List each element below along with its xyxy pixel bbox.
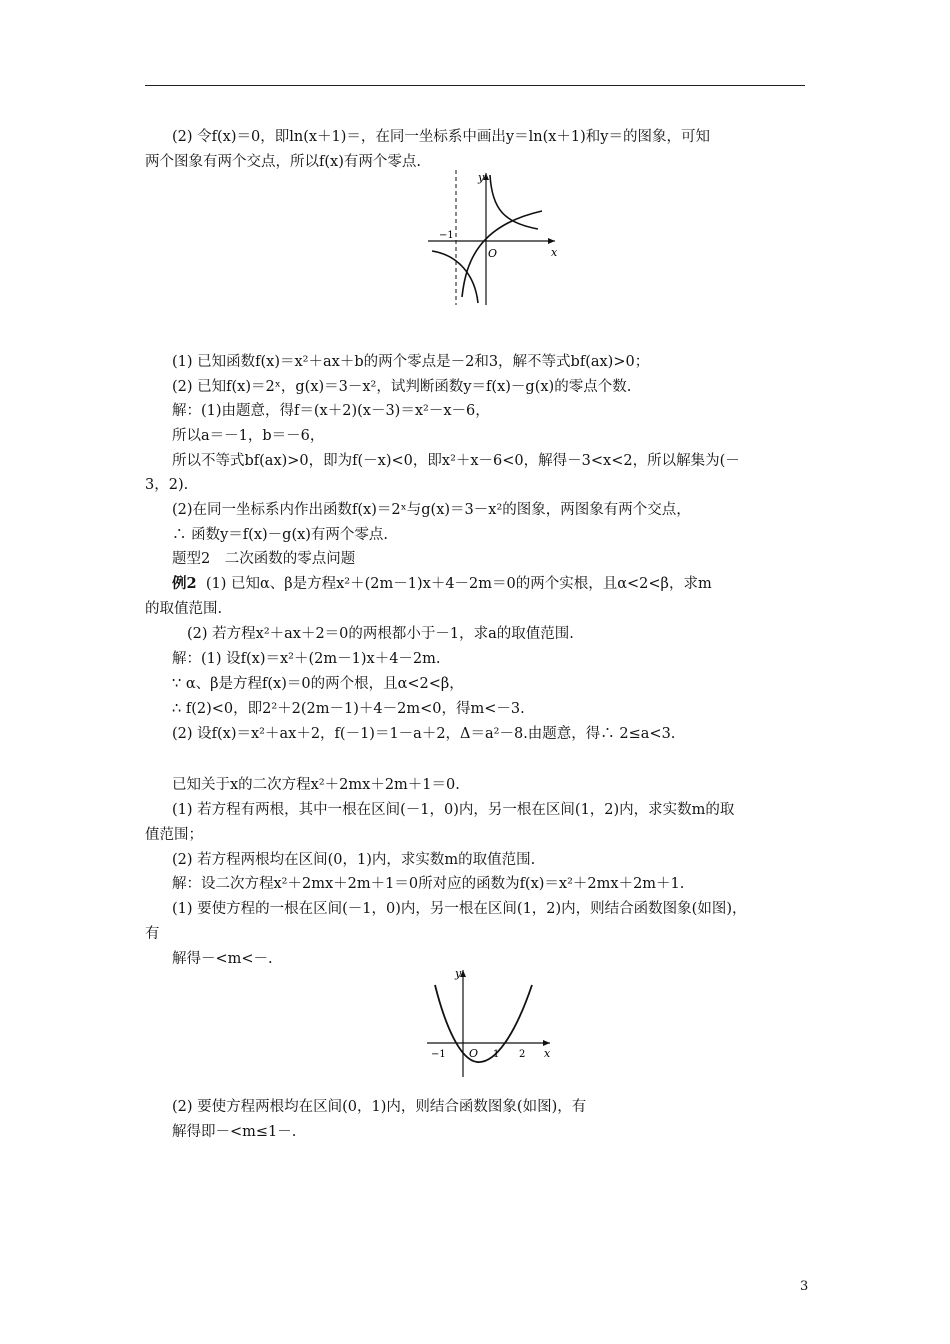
text-line: 两个图象有两个交点，所以f(x)有两个零点. (145, 154, 421, 170)
hyperbola-branch-lower (432, 251, 478, 303)
example-text: (1) 已知α、β是方程x²＋(2m－1)x＋4－2m＝0的两个实根，且α<2<β，求m (205, 576, 712, 592)
text-line: (1) 若方程有两根，其中一根在区间(－1，0)内，另一根在区间(1，2)内，求实数m的取 (172, 802, 735, 818)
text-line: ∴ 函数y＝f(x)－g(x)有两个零点. (172, 527, 389, 543)
text-line: 所以不等式bf(ax)>0，即为f(－x)<0，即x²＋x－6<0，解得－3<x<2，所以解集为(－ (172, 453, 740, 469)
x-axis-arrow (543, 1040, 550, 1046)
text-line: 所以a＝－1，b＝－6， (172, 428, 325, 444)
x-axis-arrow (548, 238, 555, 244)
text-line: (2) 令f(x)＝0，即ln(x＋1)＝，在同一坐标系中画出y＝ln(x＋1)和y＝的图象，可知 (172, 129, 710, 145)
section-heading: 题型2 二次函数的零点问题 (172, 551, 356, 567)
text-line: 有 (145, 926, 160, 942)
page-number: 3 (800, 1279, 809, 1294)
header-rule (145, 85, 805, 86)
text-line: 值范围； (145, 827, 203, 843)
figure-parabola (425, 965, 555, 1080)
text-line (172, 574, 712, 594)
text-line: (2) 若方程x²＋ax＋2＝0的两根都小于－1，求a的取值范围. (187, 626, 574, 642)
origin-label: O (469, 1047, 479, 1060)
tick-label-neg1: −1 (431, 1049, 446, 1060)
y-axis-label: y (455, 967, 462, 980)
text-line: (2) 若方程两根均在区间(0，1)内，求实数m的取值范围. (172, 852, 536, 868)
x-axis-label: x (544, 1047, 551, 1060)
tick-label-2: 2 (519, 1049, 526, 1060)
text-line: 解：设二次方程x²＋2mx＋2m＋1＝0所对应的函数为f(x)＝x²＋2mx＋2m＋1. (172, 876, 685, 892)
origin-label: O (488, 247, 498, 260)
text-line: 3，2). (145, 477, 189, 493)
text-line: 已知关于x的二次方程x²＋2mx＋2m＋1＝0. (172, 777, 460, 793)
text-line: (2) 设f(x)＝x²＋ax＋2，f(－1)＝1－a＋2，Δ＝a²－8.由题意，得∴ 2≤a<3. (172, 726, 676, 742)
parabola-curve (435, 985, 532, 1062)
text-line: 解得－<m<－. (172, 951, 273, 967)
text-line: (2) 已知f(x)＝2ˣ，g(x)＝3－x²，试判断函数y＝f(x)－g(x)的零点个数. (172, 379, 632, 395)
text-line: (2) 要使方程两根均在区间(0，1)内，则结合函数图象(如图)，有 (172, 1099, 587, 1115)
text-line: (1) 已知函数f(x)＝x²＋ax＋b的两个零点是－2和3，解不等式bf(ax)>0； (172, 354, 650, 370)
tick-label-1: 1 (493, 1049, 500, 1060)
tick-label: −1 (439, 230, 454, 241)
text-line: 解得即－<m≤1－. (172, 1124, 297, 1140)
text-line: (2)在同一坐标系内作出函数f(x)＝2ˣ与g(x)＝3－x²的图象，两图象有两个交点， (172, 502, 691, 518)
example-label: 例2 (172, 575, 197, 592)
text-line: ∵ α、β是方程f(x)＝0的两个根，且α<2<β， (172, 676, 464, 692)
x-axis-label: x (551, 246, 558, 259)
text-line: ∴ f(2)<0，即2²＋2(2m－1)＋4－2m<0，得m<－3. (172, 701, 525, 717)
figure-ln-hyperbola (420, 165, 570, 310)
text-line: 解：(1)由题意，得f＝(x＋2)(x－3)＝x²－x－6， (172, 403, 490, 419)
text-line: 的取值范围. (145, 601, 223, 617)
y-axis-label: y (478, 171, 485, 184)
text-line: (1) 要使方程的一根在区间(－1，0)内，另一根在区间(1，2)内，则结合函数图象(如图)， (172, 901, 747, 917)
text-line: 解：(1) 设f(x)＝x²＋(2m－1)x＋4－2m. (172, 651, 441, 667)
